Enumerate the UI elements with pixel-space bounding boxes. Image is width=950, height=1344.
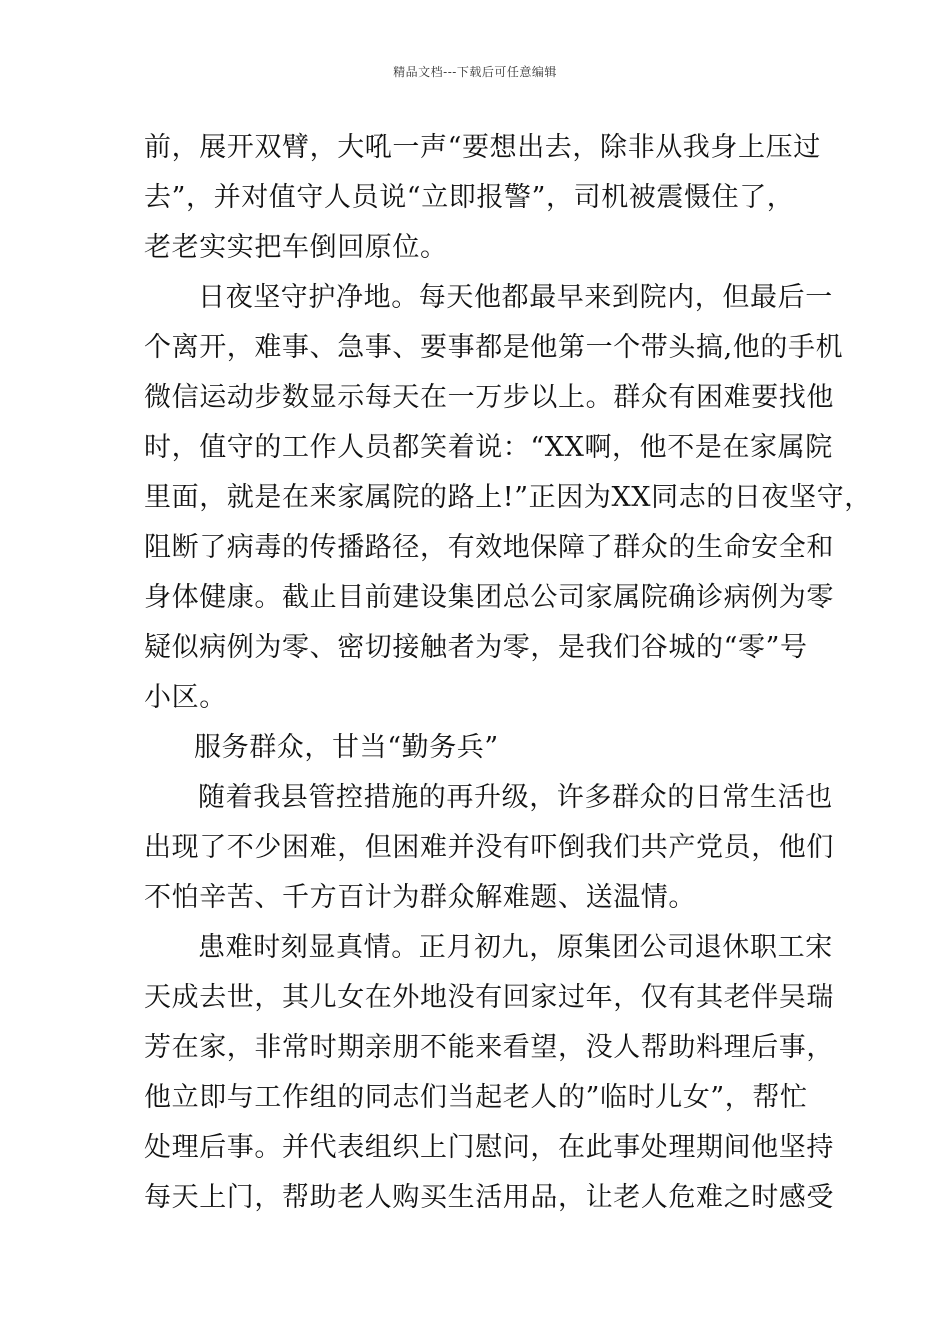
text-line: 他立即与工作组的同志们当起老人的”临时儿女”，帮忙 xyxy=(144,1082,808,1113)
text-line: 时，值守的工作人员都笑着说：“XX啊，他不是在家属院 xyxy=(144,432,833,463)
page-header: 精品文档---下载后可任意编辑 xyxy=(393,65,557,79)
text-line: 前，展开双臂，大吼一声“要想出去，除非从我身上压过 xyxy=(144,132,821,163)
paragraph-start-line: 日夜坚守护净地。每天他都最早来到院内，但最后一 xyxy=(198,282,833,313)
text-line: 芳在家，非常时期亲朋不能来看望，没人帮助料理后事， xyxy=(144,1032,834,1063)
text-line: 处理后事。并代表组织上门慰问，在此事处理期间他坚持 xyxy=(144,1132,834,1163)
text-line: 疑似病例为零、密切接触者为零，是我们谷城的“零”号 xyxy=(144,632,808,663)
text-line: 小区。 xyxy=(144,682,227,713)
text-line: 个离开，难事、急事、要事都是他第一个带头搞,他的手机 xyxy=(144,332,844,363)
text-line: 身体健康。截止目前建设集团总公司家属院确诊病例为零 xyxy=(144,582,834,613)
document-body xyxy=(144,123,872,1223)
text-line: 天成去世，其儿女在外地没有回家过年，仅有其老伴吴瑞 xyxy=(144,982,834,1013)
text-line: 每天上门，帮助老人购买生活用品，让老人危难之时感受 xyxy=(144,1182,834,1213)
text-line: 老老实实把车倒回原位。 xyxy=(144,232,448,263)
text-line: 去”，并对值守人员说“立即报警”，司机被震慑住了， xyxy=(144,182,795,213)
text-line: 里面，就是在来家属院的路上!”正因为XX同志的日夜坚守， xyxy=(144,482,872,513)
text-line: 微信运动步数显示每天在一万步以上。群众有困难要找他 xyxy=(144,382,834,413)
section-heading: 服务群众，甘当“勤务兵” xyxy=(194,732,499,763)
paragraph-start-line: 患难时刻显真情。正月初九，原集团公司退休职工宋 xyxy=(198,932,833,963)
text-line: 出现了不少困难，但困难并没有吓倒我们共产党员，他们 xyxy=(144,832,834,863)
text-line: 不怕辛苦、千方百计为群众解难题、送温情。 xyxy=(144,882,696,913)
text-line: 阻断了病毒的传播路径，有效地保障了群众的生命安全和 xyxy=(144,532,834,563)
paragraph-start-line: 随着我县管控措施的再升级，许多群众的日常生活也 xyxy=(198,782,833,813)
